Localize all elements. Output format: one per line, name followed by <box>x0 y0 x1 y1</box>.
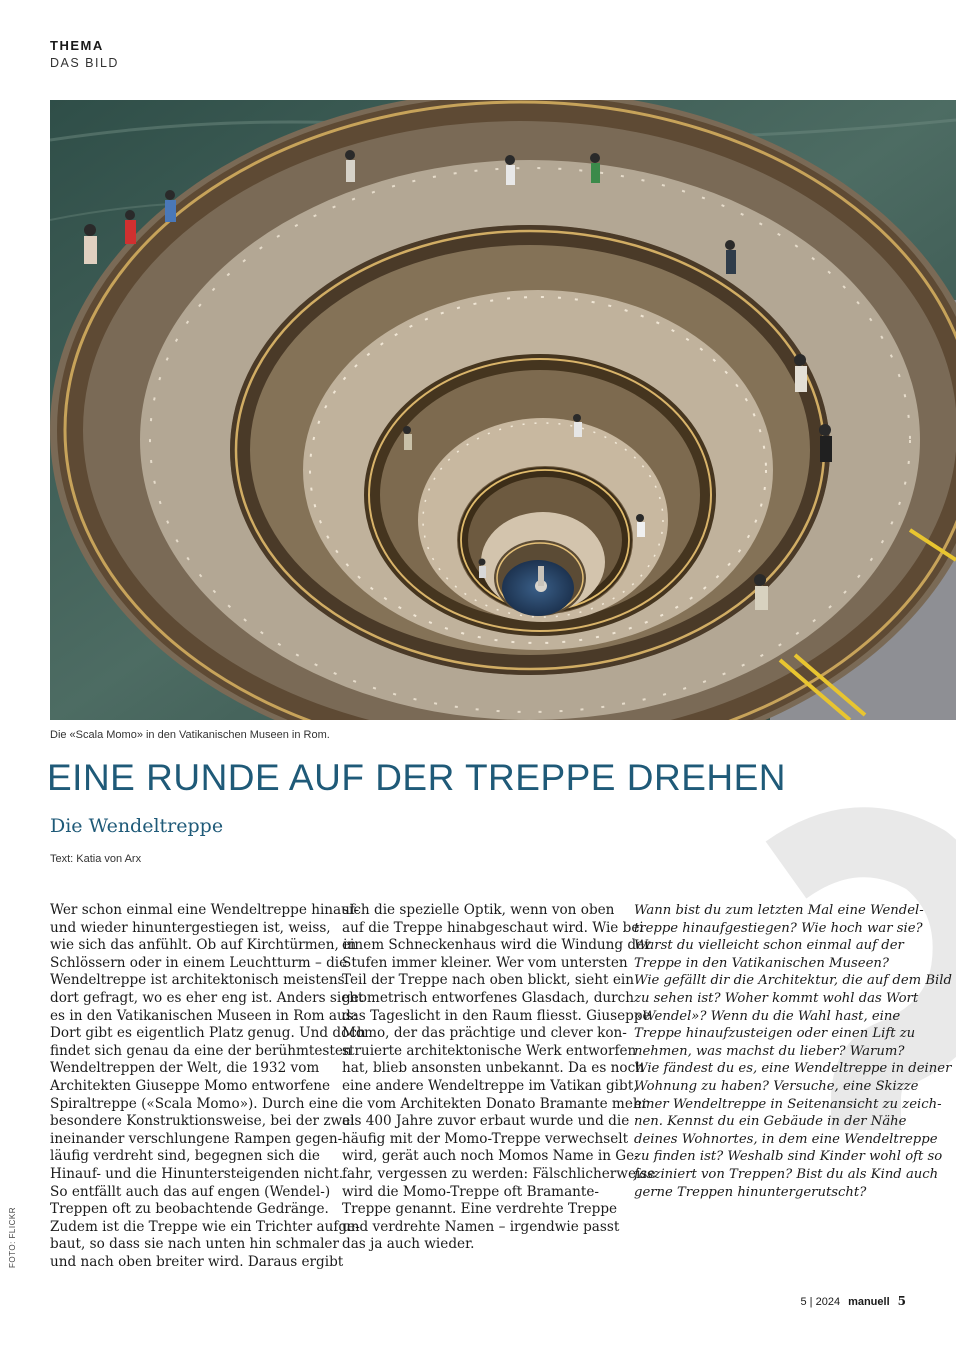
text-line: Dort gibt es eigentlich Platz genug. Und doch <box>50 1025 366 1042</box>
text-line: Warst du vielleicht schon einmal auf der <box>634 938 904 954</box>
page-number: 5 <box>897 1294 906 1308</box>
page-footer <box>801 1294 907 1308</box>
text-line: und verdrehte Namen – irgendwie passt <box>342 1218 620 1235</box>
text-line: «Wendel»? Wenn du die Wahl hast, eine <box>634 1008 901 1024</box>
text-line: Wie fändest du es, eine Wendeltreppe in deiner <box>634 1061 952 1077</box>
text-line: deines Wohnortes, in dem eine Wendeltreppe <box>634 1131 938 1147</box>
text-line: besondere Konstruktionsweise, bei der zwei <box>50 1113 355 1130</box>
text-line: hat, blieb ansonsten unbekannt. Da es noch <box>342 1060 644 1077</box>
text-line: Hinauf- und die Hinuntersteigenden nicht. <box>50 1165 344 1182</box>
text-line: das ja auch wieder. <box>342 1236 475 1253</box>
text-line: Spiraltreppe («Scala Momo»). Durch eine <box>50 1095 338 1112</box>
text-line: Treppe in den Vatikanischen Museen? <box>634 955 889 971</box>
text-line: das Tageslicht in den Raum fliesst. Giuseppe <box>342 1007 651 1024</box>
text-line: Architekten Giuseppe Momo entworfene <box>50 1077 331 1094</box>
text-line: ineinander verschlungene Rampen gegen- <box>50 1130 343 1147</box>
text-line: wird, gerät auch noch Momos Name in Ge- <box>342 1148 639 1165</box>
text-line: Treppe hinaufzusteigen oder einen Lift zu <box>634 1026 916 1042</box>
text-line: einer Wendeltreppe in Seitenansicht zu zeich- <box>634 1096 942 1112</box>
text-line: geometrisch entworfenes Glasdach, durch <box>342 989 635 1006</box>
text-line: nehmen, was machst du lieber? Warum? <box>634 1043 905 1059</box>
text-line: Treppen oft zu beobachtende Gedränge. <box>50 1201 329 1218</box>
text-line: Momo, der das prächtige und clever kon- <box>342 1025 627 1042</box>
text-line: struierte architektonische Werk entworfen <box>342 1042 637 1059</box>
text-line: sich die spezielle Optik, wenn von oben <box>342 902 615 918</box>
text-line: und nach oben breiter wird. Daraus ergibt <box>50 1253 344 1270</box>
text-line: baut, so dass sie nach unten hin schmaler <box>50 1236 339 1253</box>
text-line: Wendeltreppen der Welt, die 1932 vom <box>50 1060 320 1077</box>
photo-credit: FOTO: FLICKR <box>8 1207 17 1268</box>
text-line: findet sich genau da eine der berühmtesten <box>50 1042 352 1059</box>
issue-number: 5 | 2024 <box>800 1296 841 1308</box>
text-line: dort gefragt, wo es eher eng ist. Anders sieht <box>50 989 364 1006</box>
section-sublabel: DAS BILD <box>50 56 119 70</box>
text-line: Wohnung zu haben? Versuche, eine Skizze <box>634 1078 919 1094</box>
text-line: gerne Treppen hinuntergerutscht? <box>634 1184 867 1200</box>
text-line: wie sich das anfühlt. Ob auf Kirchtürmen, in <box>50 937 357 954</box>
text-line: treppe hinaufgestiegen? Wie hoch war sie? <box>634 920 923 936</box>
text-line: Wann bist du zum letzten Mal eine Wendel- <box>634 903 924 918</box>
text-line: wird die Momo-Treppe oft Bramante- <box>342 1183 600 1200</box>
text-line: zu finden ist? Weshalb sind Kinder wohl oft so <box>634 1149 943 1165</box>
text-line: und wieder hinuntergestiegen ist, weiss, <box>50 919 331 936</box>
text-line: häufig mit der Momo-Treppe verwechselt <box>342 1130 629 1147</box>
photo-caption: Die «Scala Momo» in den Vatikanischen Museen in Rom. <box>50 729 330 741</box>
article-byline: Text: Katia von Arx <box>50 853 142 865</box>
text-line: Zudem ist die Treppe wie ein Trichter aufge- <box>50 1218 360 1235</box>
staircase-illustration <box>50 100 956 720</box>
text-line: So entfällt auch das auf engen (Wendel-) <box>50 1183 331 1200</box>
article-column-1 <box>50 902 366 1271</box>
article-subheadline: Die Wendeltreppe <box>50 815 224 837</box>
text-line: Wer schon einmal eine Wendeltreppe hinauf- <box>50 902 360 918</box>
text-line: auf die Treppe hinabgeschaut wird. Wie bei <box>342 919 644 936</box>
text-line: nen. Kennst du ein Gebäude in der Nähe <box>634 1114 907 1130</box>
text-line: Schlössern oder in einem Leuchtturm – die <box>50 954 348 971</box>
text-line: Wendeltreppe ist architektonisch meistens <box>50 972 345 989</box>
section-label: THEMA <box>50 38 104 53</box>
text-line: Treppe genannt. Eine verdrehte Treppe <box>342 1201 618 1218</box>
text-line: fahr, vergessen zu werden: Fälschlicherweise <box>342 1165 656 1182</box>
text-line: die vom Architekten Donato Bramante mehr <box>342 1095 649 1112</box>
question-column <box>634 902 952 1201</box>
text-line: einem Schneckenhaus wird die Windung der <box>342 937 651 954</box>
text-line: Teil der Treppe nach oben blickt, sieht ein <box>342 972 634 989</box>
text-line: läufig verdreht sind, begegnen sich die <box>50 1148 320 1165</box>
text-line: Wie gefällt dir die Architektur, die auf dem Bild <box>634 973 952 989</box>
text-line: zu sehen ist? Woher kommt wohl das Wort <box>634 990 919 1006</box>
text-line: fasziniert von Treppen? Bist du als Kind auch <box>634 1166 939 1182</box>
text-line: Stufen immer kleiner. Wer vom untersten <box>342 954 628 971</box>
text-line: es in den Vatikanischen Museen in Rom aus: <box>50 1007 358 1024</box>
spiral-staircase-photo <box>50 100 956 720</box>
text-line: als 400 Jahre zuvor erbaut wurde und die <box>342 1113 630 1130</box>
text-line: eine andere Wendeltreppe im Vatikan gibt, <box>342 1077 638 1094</box>
article-headline: EINE RUNDE AUF DER TREPPE DREHEN <box>47 757 786 798</box>
article-column-2 <box>342 902 656 1254</box>
magazine-brand: manuell <box>848 1296 890 1308</box>
